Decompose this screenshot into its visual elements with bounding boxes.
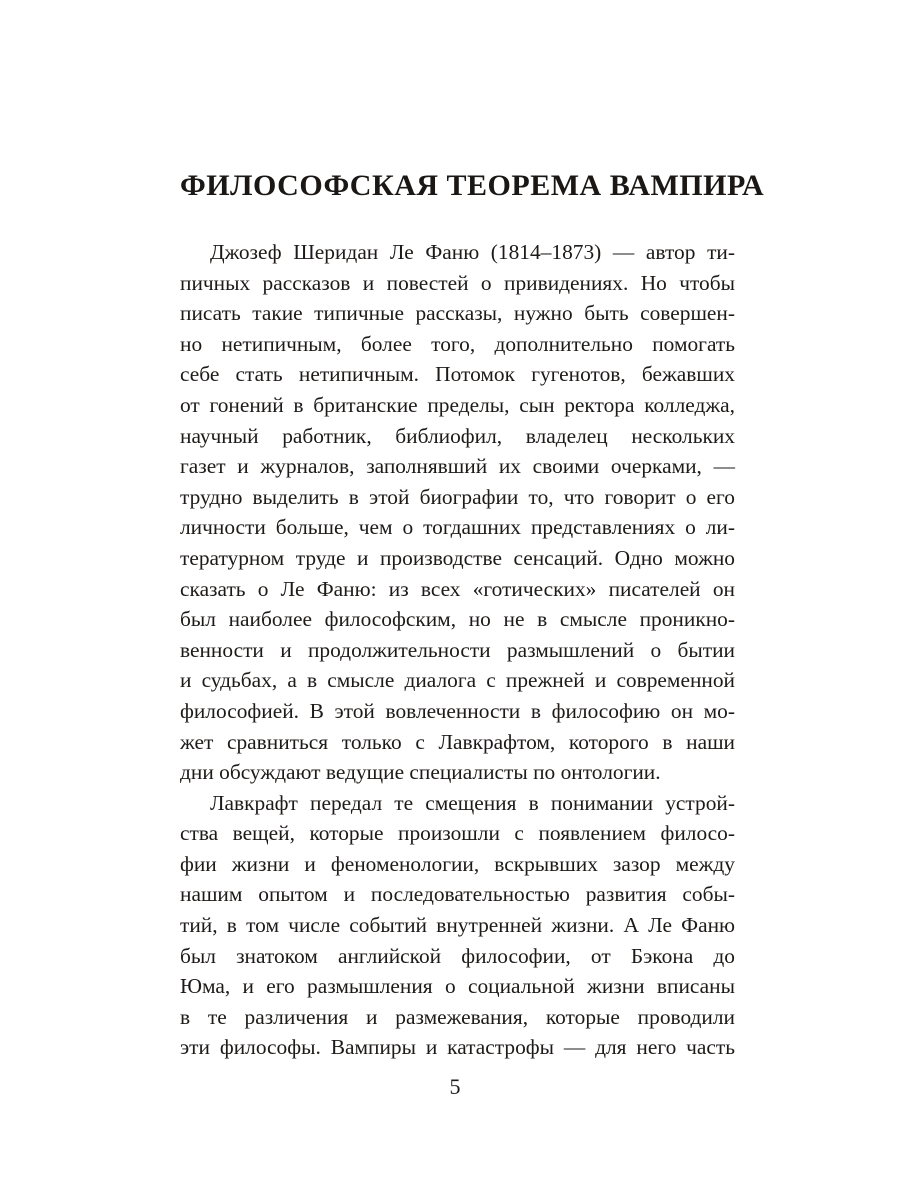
text-line: себе стать нетипичным. Потомок гугенотов, бежавших	[180, 362, 735, 387]
text-line: был знатоком английской философии, от Бэкона до	[180, 943, 735, 968]
text-line: писать такие типичные рассказы, нужно быть совершен-	[180, 301, 735, 326]
text-line: жет сравниться только с Лавкрафтом, которого в наши	[180, 729, 735, 754]
text-line: тий, в том числе событий внутренней жизни. А Ле Фаню	[180, 913, 735, 938]
text-line: венности и продолжительности размышлений о бытии	[180, 637, 735, 662]
text-line: философией. В этой вовлеченности в философию он мо-	[180, 698, 735, 723]
text-line: фии жизни и феноменологии, вскрывших зазор между	[180, 851, 735, 876]
text-line: эти философы. Вампиры и катастрофы — для него часть	[180, 1035, 735, 1060]
text-line: научный работник, библиофил, владелец нескольких	[180, 423, 735, 448]
text-line: был наиболее философским, но не в смысле проникно-	[180, 607, 735, 632]
paragraph-1	[180, 237, 735, 788]
text-line: пичных рассказов и повестей о привидениях. Но чтобы	[180, 270, 735, 295]
body-text	[180, 237, 735, 1063]
text-line: Юма, и его размышления о социальной жизни вписаны	[180, 974, 735, 999]
text-line: нашим опытом и последовательностью развития собы-	[180, 882, 735, 907]
text-line: ства вещей, которые произошли с появлением филосо-	[180, 821, 735, 846]
text-line: сказать о Ле Фаню: из всех «готических» писателей он	[180, 576, 735, 601]
text-line: газет и журналов, заполнявший их своими очерками, —	[180, 454, 735, 479]
text-line: но нетипичным, более того, дополнительно помогать	[180, 331, 735, 356]
text-line: личности больше, чем о тогдашних представлениях о ли-	[180, 515, 735, 540]
text-line: Лавкрафт передал те смещения в понимании устрой-	[210, 790, 735, 815]
text-line: дни обсуждают ведущие специалисты по онтологии.	[180, 760, 661, 785]
text-line: и судьбах, а в смысле диалога с прежней и современной	[180, 668, 735, 693]
text-line: тературном труде и производстве сенсаций. Одно можно	[180, 545, 735, 570]
page-number: 5	[449, 1074, 461, 1099]
text-line: от гонений в британские пределы, сын ректора колледжа,	[180, 392, 735, 417]
text-line: в те различения и размежевания, которые проводили	[180, 1004, 735, 1029]
paragraph-2	[180, 788, 735, 1063]
text-line: трудно выделить в этой биографии то, что говорит о его	[180, 484, 735, 509]
chapter-title: ФИЛОСОФСКАЯ ТЕОРЕМА ВАМПИРА	[180, 169, 765, 202]
text-line: Джозеф Шеридан Ле Фаню (1814–1873) — автор ти-	[210, 240, 735, 264]
